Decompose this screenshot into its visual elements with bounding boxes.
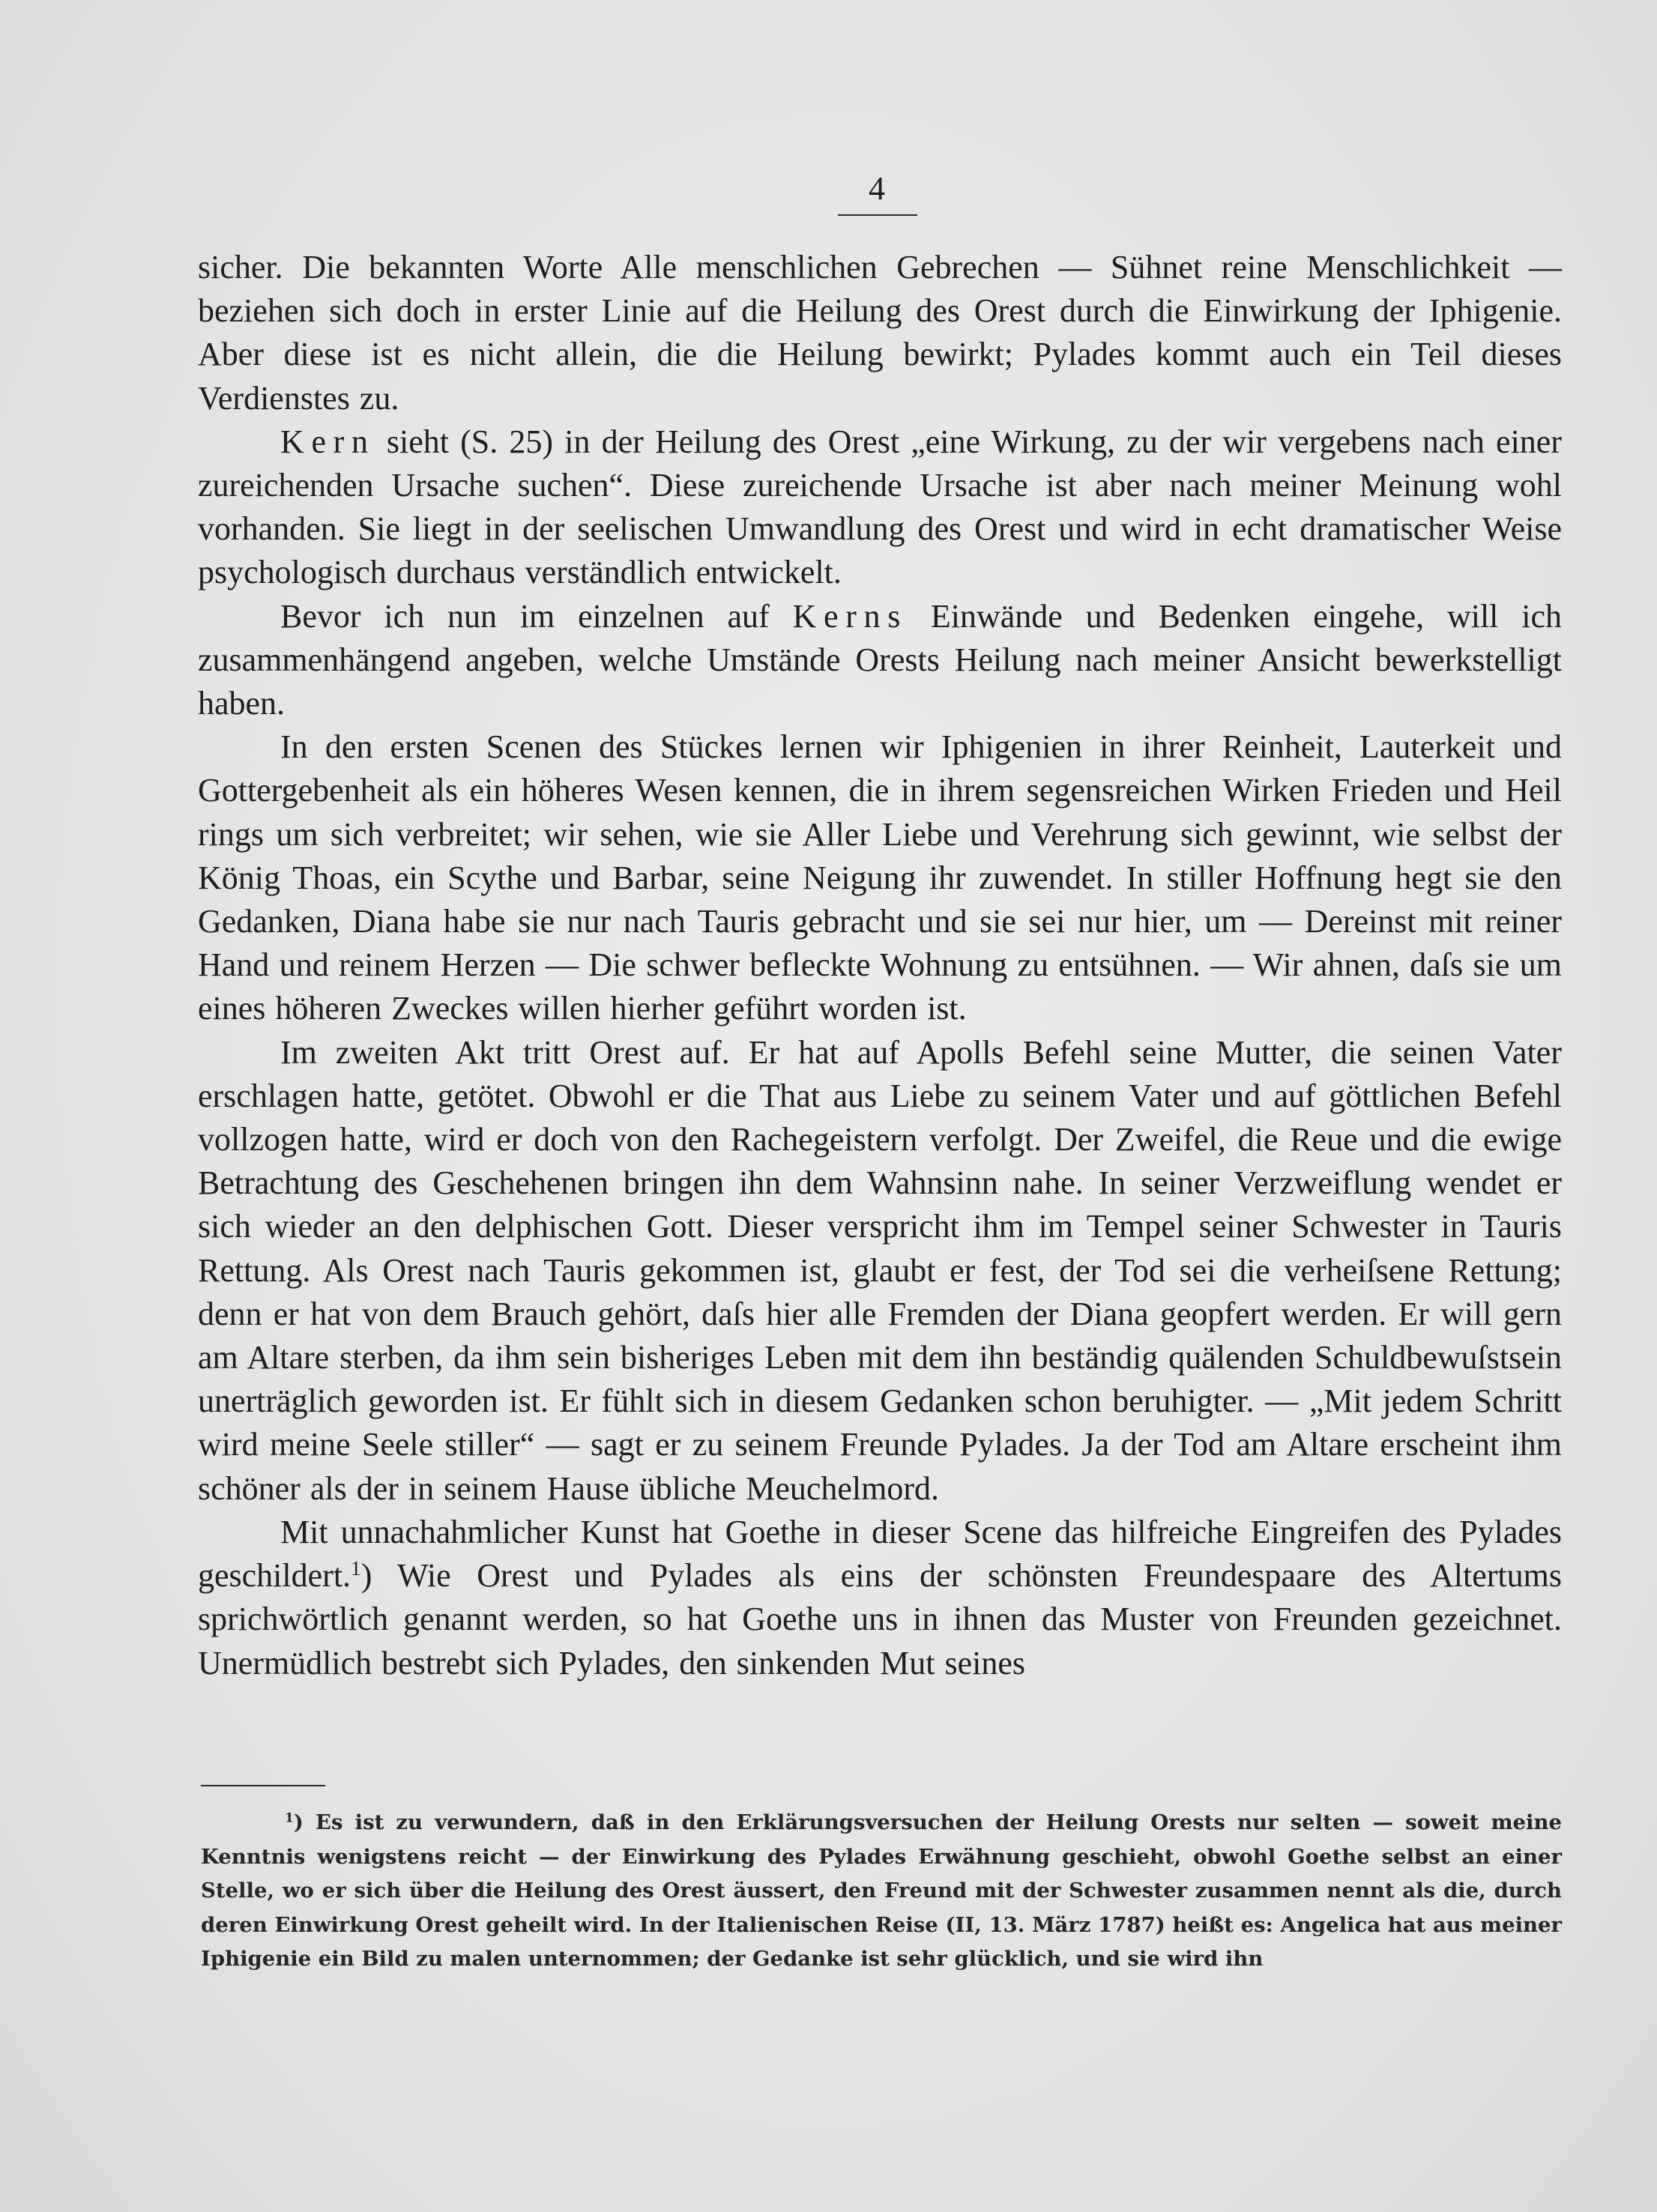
footnote-text: ) Es ist zu verwundern, daß in den Erklärungsversuchen der Heilung Orests nur selten — soweit meine Kenntnis wenigstens reicht — der Einwirkung des Pylades Erwähnung geschieht, obwohl Goethe selbst an einer Stelle, wo er sich über die Heilung des Orest äussert, den Freund mit der Schwester zusammen nennt als die, durch deren Einwirkung Orest geheilt wird. In der Italienischen Reise (II, 13. März 1787) heißt es: Angelica hat aus meiner Iphigenie ein Bild zu malen unternommen; der Gedanke ist sehr glücklich, und sie wird ihn — [201, 1810, 1562, 1971]
paragraph-3-start: Bevor ich nun im einzelnen auf — [280, 597, 793, 635]
footnote-rule — [201, 1785, 325, 1786]
author-name-kern: Kern — [280, 423, 375, 460]
paragraph-3-text: Einwände und Bedenken eingehe, will ich zusammenhängend angeben, welche Umstände Orests Heilung nach meiner Ansicht bewerkstelligt haben. — [198, 597, 1563, 722]
footnote — [201, 1806, 1562, 1977]
paragraph-3 — [198, 595, 1562, 726]
footnote-reference: 1 — [351, 1557, 361, 1580]
footnote-marker: 1 — [285, 1810, 294, 1826]
page-number: 4 — [869, 170, 885, 207]
paragraph-2 — [198, 420, 1562, 595]
paragraph-4: In den ersten Scenen des Stückes lernen wir Iphigenien in ihrer Reinheit, Lauterkeit und Gottergebenheit als ein höheres Wesen kennen, die in ihrem segensreichen Wirken Frieden und Heil rings um sich verbreitet; wir sehen, wie sie Aller Liebe und Verehrung sich gewinnt, wie selbst der König Thoas, ein Scythe und Barbar, seine Neigung ihr zuwendet. In stiller Hoffnung hegt sie den Gedanken, Diana habe sie nur nach Tauris gebracht und sie sei nur hier, um — Dereinst mit reiner Hand und reinem Herzen — Die schwer befleckte Wohnung zu entsühnen. — Wir ahnen, daſs sie um eines höheren Zweckes willen hierher geführt worden ist. — [198, 728, 1562, 1027]
paragraph-1: sicher. Die bekannten Worte Alle menschlichen Gebrechen — Sühnet reine Menschlichkeit — beziehen sich doch in erster Linie auf die Heilung des Orest durch die Einwirkung der Iphigenie. Aber diese ist es nicht allein, die die Heilung bewirkt; Pylades kommt auch ein Teil dieses Verdienstes zu. — [198, 249, 1562, 417]
paragraph-6 — [198, 1511, 1562, 1685]
paragraph-5: Im zweiten Akt tritt Orest auf. Er hat auf Apolls Befehl seine Mutter, die seinen Vater erschlagen hatte, getötet. Obwohl er die That aus Liebe zu seinem Vater und auf göttlichen Befehl vollzogen hatte, wird er doch von den Rachegeistern verfolgt. Der Zweifel, die Reue und die ewige Betrachtung des Geschehenen bringen ihn dem Wahnsinn nahe. In seiner Verzweiflung wendet er sich wieder an den delphischen Gott. Dieser verspricht ihm im Tempel seiner Schwester in Tauris Rettung. Als Orest nach Tauris gekommen ist, glaubt er fest, der Tod sei die verheiſsene Rettung; denn er hat von dem Brauch gehört, daſs hier alle Fremden der Diana geopfert werden. Er will gern am Altare sterben, da ihm sein bisheriges Leben mit dem ihn beständig quälenden Schuldbewuſstsein unerträglich geworden ist. Er fühlt sich in diesem Gedanken schon beruhigter. — „Mit jedem Schritt wird meine Seele stiller“ — sagt er zu seinem Freunde Pylades. Ja der Tod am Altare erscheint ihm schöner als der in seinem Hause übliche Meuchelmord. — [198, 1033, 1562, 1507]
page-number-rule — [838, 214, 917, 216]
paragraph-6-text: ) Wie Orest und Pylades als eins der schönsten Freundespaare des Altertums sprichwörtlich genannt werden, so hat Goethe uns in ihnen das Muster von Freunden gezeichnet. Unermüdlich bestrebt sich Pylades, den sinkenden Mut seines — [198, 1557, 1562, 1681]
paragraph-6-start: Mit unnachahmlicher Kunst hat Goethe in dieser Scene das hilfreiche Eingreifen des Pylades geschildert. — [198, 1513, 1562, 1595]
paragraph-2-text: sieht (S. 25) in der Heilung des Orest „eine Wirkung, zu der wir vergebens nach einer zureichenden Ursache suchen“. Diese zureichende Ursache ist aber nach meiner Meinung wohl vorhanden. Sie liegt in der seelischen Umwandlung des Orest und wird in echt dramatischer Weise psychologisch durchaus verständlich entwickelt. — [198, 423, 1562, 591]
body-text — [198, 246, 1562, 1685]
author-name-kerns: Kerns — [792, 597, 908, 635]
